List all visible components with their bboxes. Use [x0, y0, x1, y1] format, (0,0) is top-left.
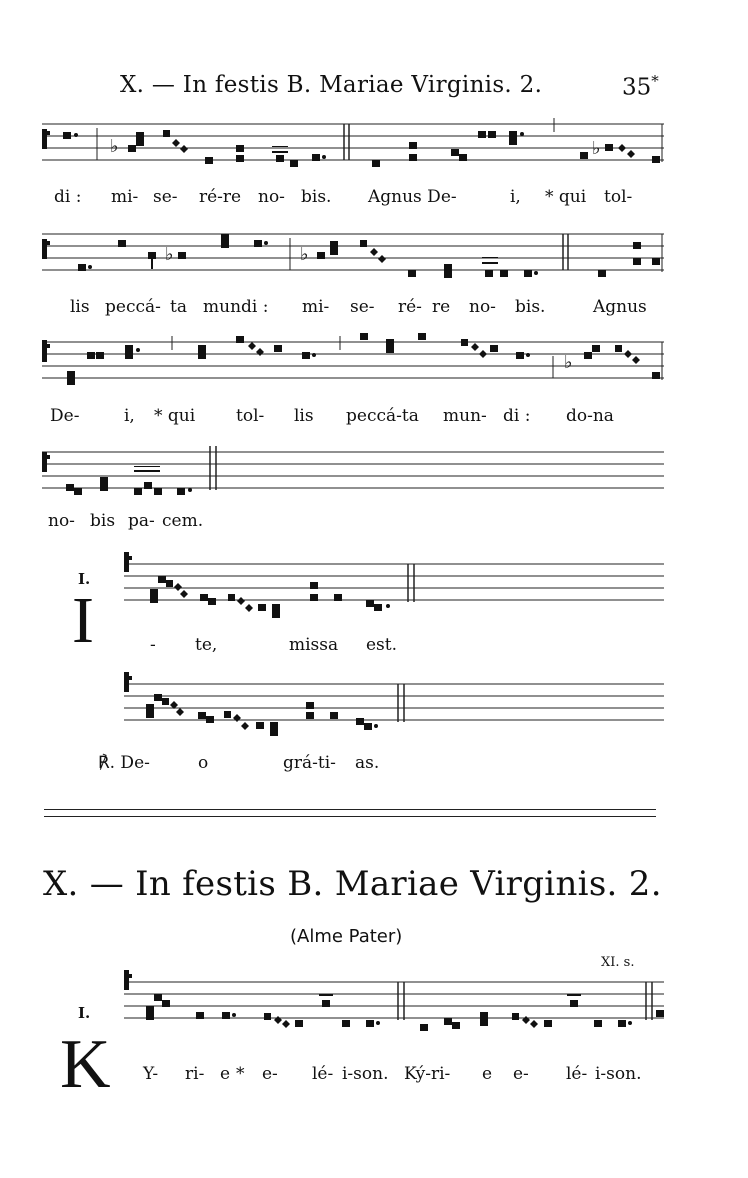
staff-5 — [0, 558, 748, 618]
page-number-mark: * — [651, 72, 659, 90]
lyric-syllable: cem. — [162, 511, 204, 531]
lyric-syllable: grá-ti- — [283, 753, 336, 773]
lyric-syllable: est. — [366, 635, 398, 655]
lyric-syllable: e- — [262, 1064, 278, 1084]
lyric-syllable: lis — [70, 297, 90, 317]
lyric-syllable: * qui — [154, 406, 196, 426]
lyric-syllable: peccá-ta — [346, 406, 419, 426]
lyric-syllable: se- — [350, 297, 375, 317]
lyric-syllable: se- — [153, 187, 178, 207]
lyric-syllable: ri- — [185, 1064, 205, 1084]
lyric-syllable: lé- — [566, 1064, 588, 1084]
staff-7 — [0, 976, 748, 1036]
staff-6 — [0, 678, 748, 738]
lyric-syllable: no- — [258, 187, 285, 207]
lyric-syllable: no- — [469, 297, 496, 317]
lyric-syllable: pa- — [128, 511, 155, 531]
lyric-syllable: e- — [513, 1064, 529, 1084]
lyric-syllable: no- — [48, 511, 75, 531]
initial-letter: K — [60, 1026, 111, 1103]
lyric-syllable: di : — [54, 187, 82, 207]
svg-text:♭: ♭ — [165, 244, 174, 265]
lyric-syllable: mun- — [443, 406, 487, 426]
lyric-syllable: mundi : — [203, 297, 269, 317]
section-divider-bottom — [44, 816, 656, 817]
lyric-syllable: Y- — [143, 1064, 159, 1084]
tone-number: I. — [78, 570, 91, 588]
staff-1 — [0, 118, 748, 178]
staff-2 — [0, 228, 748, 288]
lyric-syllable: ré-re — [199, 187, 242, 207]
lyric-syllable: i, — [510, 187, 521, 207]
staff-3 — [0, 336, 748, 396]
lyric-syllable: lis — [294, 406, 314, 426]
lyric-syllable: Ký-ri- — [404, 1064, 451, 1084]
lyric-syllable: e — [220, 1064, 231, 1084]
section-subtitle: (Alme Pater) — [290, 926, 403, 947]
page-number — [622, 72, 659, 101]
lyric-syllable: i-son. — [342, 1064, 389, 1084]
lyric-syllable: di : — [503, 406, 531, 426]
svg-text:♭: ♭ — [592, 138, 601, 159]
lyric-syllable: ta — [170, 297, 187, 317]
lyric-syllable: peccá- — [105, 297, 161, 317]
lyric-syllable: missa — [289, 635, 339, 655]
lyric-syllable: te, — [195, 635, 218, 655]
svg-text:♭: ♭ — [564, 352, 573, 373]
lyric-syllable: mi- — [302, 297, 330, 317]
running-head-title: X. — In festis B. Mariae Virginis. 2. — [120, 72, 543, 98]
lyric-syllable: tol- — [236, 406, 265, 426]
lyric-syllable: tol- — [604, 187, 633, 207]
staff-4 — [0, 446, 748, 506]
lyric-syllable: Agnus — [593, 297, 647, 317]
lyric-syllable: * — [236, 1064, 245, 1084]
lyric-syllable: ré- — [398, 297, 422, 317]
tone-number: I. — [78, 1004, 91, 1022]
lyric-syllable: do-na — [566, 406, 614, 426]
initial-letter: I — [72, 584, 94, 657]
lyric-syllable: lé- — [312, 1064, 334, 1084]
lyric-syllable: i, — [124, 406, 135, 426]
lyric-syllable: Agnus De- — [368, 187, 457, 207]
lyric-syllable: as. — [355, 753, 380, 773]
lyric-syllable: re — [432, 297, 451, 317]
svg-text:♭: ♭ — [110, 136, 119, 157]
lyric-syllable: e — [482, 1064, 493, 1084]
lyric-syllable: bis. — [515, 297, 546, 317]
page-number-value: 35 — [622, 74, 652, 101]
section-title: X. — In festis B. Mariae Virginis. 2. — [43, 864, 662, 904]
lyric-syllable: - — [150, 635, 156, 655]
lyric-syllable: o — [198, 753, 209, 773]
lyric-syllable: De- — [50, 406, 80, 426]
svg-text:♭: ♭ — [300, 244, 309, 265]
lyric-syllable: ℟. De- — [98, 753, 150, 773]
lyric-syllable: bis — [90, 511, 116, 531]
century-note: XI. s. — [601, 955, 635, 970]
lyric-syllable: * qui — [545, 187, 587, 207]
lyric-syllable: mi- — [111, 187, 139, 207]
lyric-syllable: bis. — [301, 187, 332, 207]
lyric-syllable: i-son. — [595, 1064, 642, 1084]
section-divider-top — [44, 809, 656, 810]
